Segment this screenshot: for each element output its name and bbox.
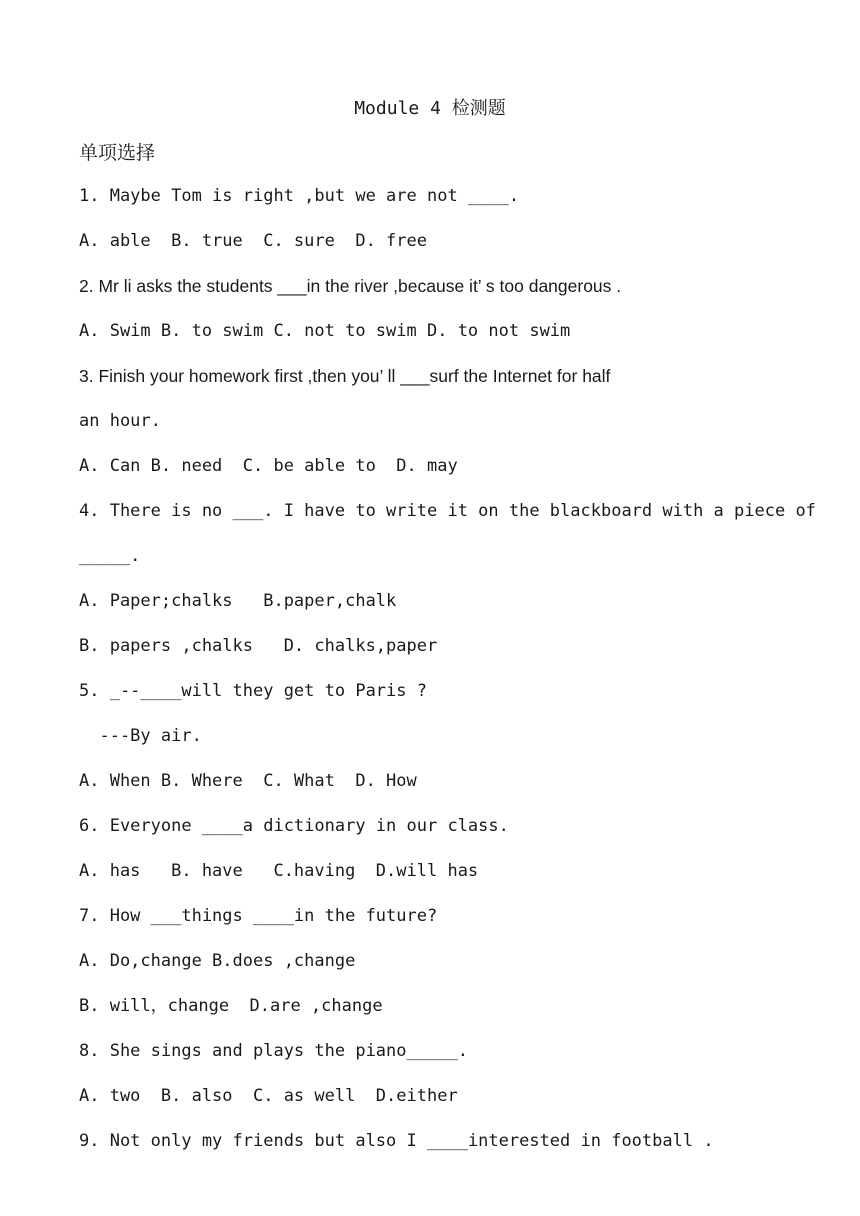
question-3: 3. Finish your homework first ,then you’ ll ___surf the Internet for half: [79, 366, 611, 386]
question-8-options: A. two B. also C. as well D.either: [79, 1086, 458, 1106]
question-8: 8. She sings and plays the piano_____.: [79, 1041, 468, 1061]
question-3-continued: an hour.: [79, 411, 161, 431]
question-1: 1. Maybe Tom is right ,but we are not ____.: [79, 186, 520, 206]
question-4-options-a: A. Paper;chalks B.paper,chalk: [79, 591, 397, 611]
question-5-answer: ---By air.: [79, 726, 202, 746]
question-6-options: A. has B. have C.having D.will has: [79, 861, 479, 881]
question-2-options: A. Swim B. to swim C. not to swim D. to not swim: [79, 321, 571, 341]
question-7: 7. How ___things ____in the future?: [79, 906, 438, 926]
question-6: 6. Everyone ____a dictionary in our class.: [79, 816, 509, 836]
question-7-options-b: B. will，change D.are ,change: [79, 996, 383, 1016]
question-4-options-b: B. papers ,chalks D. chalks,paper: [79, 636, 438, 656]
question-2: 2. Mr li asks the students ___in the river ,because it’ s too dangerous .: [79, 276, 622, 296]
question-5-options: A. When B. Where C. What D. How: [79, 771, 417, 791]
section-heading: 单项选择: [79, 142, 156, 164]
question-9: 9. Not only my friends but also I ____interested in football .: [79, 1131, 714, 1151]
question-4: 4. There is no ___. I have to write it on the blackboard with a piece of: [79, 501, 816, 521]
question-5: 5. _--____will they get to Paris ?: [79, 681, 427, 701]
question-4-continued: _____.: [79, 546, 141, 566]
question-7-options-a: A. Do,change B.does ,change: [79, 951, 356, 971]
question-1-options: A. able B. true C. sure D. free: [79, 231, 427, 251]
page-title: Module 4 检测题: [354, 98, 506, 119]
question-3-options: A. Can B. need C. be able to D. may: [79, 456, 458, 476]
